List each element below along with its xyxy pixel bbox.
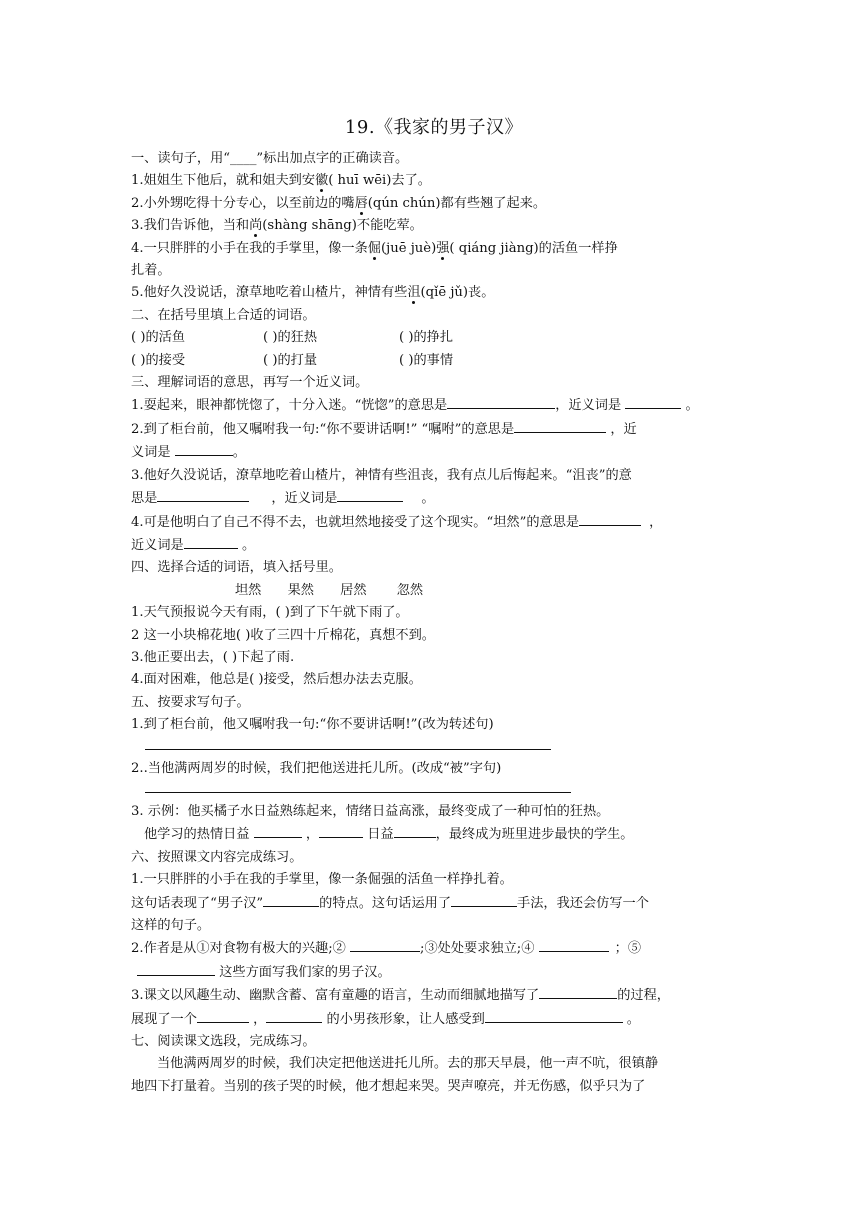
s2-row-2	[131, 350, 737, 372]
section-7-heading: 七、阅读课文选段，完成练习。	[131, 1034, 316, 1050]
s1-item-4-cont: 扎着。	[131, 263, 171, 279]
section-6-heading: 六、按照课文内容完成练习。	[131, 849, 303, 865]
s3-q3: 3.他好久没说话，潦草地吃着山楂片，神情有些沮丧，我有点儿后悔起来。“沮丧”的意	[131, 467, 632, 483]
fill-blank: ( )的活鱼	[131, 330, 186, 346]
reading-passage-line-1: 当他满两周岁的时候，我们决定把他送进托儿所。去的那天早晨，他一声不吭，很镇静	[157, 1056, 659, 1072]
fill-blank: ( )的接受	[131, 352, 186, 368]
answer-blank[interactable]	[157, 487, 249, 502]
answer-blank[interactable]	[625, 394, 681, 409]
s4-item-1: 1.天气预报说今天有雨，( )到了下午就下雨了。	[131, 605, 409, 621]
s2-row-1	[131, 327, 737, 349]
s3-q4-cont: 近义词是 。	[131, 534, 737, 557]
s4-item-3: 3.他正要出去，( )下起了雨.	[131, 649, 295, 665]
answer-blank[interactable]	[350, 937, 420, 952]
section-1-heading: 一、读句子，用“____”标出加点字的正确读音。	[131, 151, 409, 166]
s1-item-4: 4.一只胖胖的小手在我的手掌里，像一条倔(juē juè)强( qiáng jiàng)的活鱼一样挣	[131, 240, 618, 256]
s5-q2: 2..当他满两周岁的时候，我们把他送进托儿所。(改成“被”字句)	[131, 760, 502, 776]
answer-blank[interactable]	[137, 961, 215, 976]
s5-q1: 1.到了柜台前，他又嘱咐我一句:“你不要讲话啊!”(改为转述句)	[131, 717, 494, 733]
answer-blank[interactable]	[337, 487, 403, 502]
fill-blank: ( )的狂热	[263, 330, 318, 346]
s3-q1: 1.耍起来，眼神都恍惚了，十分入迷。“恍惚”的意思是 ，近义词是 。	[131, 394, 737, 417]
fill-blank: ( )的打量	[263, 352, 318, 368]
answer-blank[interactable]	[514, 418, 606, 433]
s3-q2-cont: 义词是 。	[131, 441, 737, 464]
s6-q3: 3.课文以风趣生动、幽默含蓄、富有童趣的语言，生动而细腻地描写了 的过程，	[131, 984, 737, 1007]
fill-blank: ( )的挣扎	[399, 330, 454, 346]
word-option: 坦然	[235, 582, 262, 598]
answer-blank[interactable]	[579, 511, 641, 526]
answer-blank[interactable]	[184, 534, 238, 549]
s5-q3: 3. 示例：他买橘子水日益熟练起来，情绪日益高涨，最终变成了一种可怕的狂热。	[131, 803, 610, 819]
answer-blank[interactable]	[263, 892, 319, 907]
answer-blank[interactable]	[319, 823, 363, 838]
s1-item-5: 5.他好久没说话，潦草地吃着山楂片，神情有些沮(qǐē jǔ)丧。	[131, 285, 495, 301]
s3-q3-cont: 思是 ，近义词是 。	[131, 487, 737, 510]
answer-line[interactable]	[145, 737, 551, 750]
word-option: 居然	[340, 582, 367, 598]
s1-item-2: 2.小外甥吃得十分专心，以至前边的嘴唇(qún chún)都有些翘了起来。	[131, 195, 547, 211]
answer-blank[interactable]	[539, 984, 617, 999]
word-option: 忽然	[396, 582, 424, 598]
s3-q2: 2.到了柜台前，他又嘱咐我一句:“你不要讲话啊!” “嘱咐”的意思是 ，近	[131, 418, 737, 441]
s1-item-3: 3.我们告诉他，当和尚(shàng shāng)不能吃荤。	[131, 218, 423, 234]
reading-passage-line-2: 地四下打量着。当别的孩子哭的时候，他才想起来哭。哭声嘹亮，并无伤感，似乎只为了	[131, 1078, 646, 1094]
s4-item-4: 4.面对困难，他总是( )接受，然后想办法去克服。	[131, 672, 422, 688]
section-3-heading: 三、理解词语的意思，再写一个近义词。	[131, 375, 369, 391]
s6-q3-cont: 展现了一个 ， 的小男孩形象，让人感受到 。	[131, 1008, 737, 1031]
fill-blank: ( )的事情	[399, 352, 454, 368]
page-title: 19.《我家的男子汉》	[344, 117, 524, 138]
s5-q3-task: 他学习的热情日益 ， 日益 ，最终成为班里进步最快的学生。	[131, 823, 737, 846]
answer-blank[interactable]	[447, 394, 555, 409]
worksheet	[131, 116, 737, 1098]
section-5-heading: 五、按要求写句子。	[131, 694, 250, 710]
s6-q2-cont: 这些方面写我们家的男子汉。	[131, 961, 737, 984]
s3-q4: 4.可是他明白了自己不得不去，也就坦然地接受了这个现实。“坦然”的意思是 ，	[131, 511, 737, 534]
s1-item-1: 1.姐姐生下他后，就和姐夫到安徽( huī wēi)去了。	[131, 173, 431, 189]
section-4-heading: 四、选择合适的词语，填入括号里。	[131, 560, 342, 576]
answer-blank[interactable]	[539, 937, 609, 952]
section-2-heading: 二、在括号里填上合适的词语。	[131, 307, 316, 323]
word-option: 果然	[287, 582, 314, 598]
s6-q1-cont: 这样的句子。	[131, 918, 211, 933]
answer-blank[interactable]	[254, 823, 302, 838]
s6-q1: 1.一只胖胖的小手在我的手掌里，像一条倔强的活鱼一样挣扎着。	[131, 872, 513, 888]
answer-blank[interactable]	[197, 1008, 249, 1023]
s4-item-2: 2 这一小块棉花地( )收了三四十斤棉花，真想不到。	[131, 627, 435, 643]
answer-blank[interactable]	[451, 892, 517, 907]
answer-blank[interactable]	[175, 441, 233, 456]
answer-blank[interactable]	[266, 1008, 322, 1023]
answer-blank[interactable]	[485, 1008, 623, 1023]
s6-q1-task: 这句话表现了“男子汉” 的特点。这句话运用了 手法，我还会仿写一个	[131, 892, 737, 915]
answer-line[interactable]	[145, 780, 571, 793]
word-bank	[131, 580, 737, 602]
answer-blank[interactable]	[394, 823, 436, 838]
s6-q2: 2.作者是从①对食物有极大的兴趣;② ;③处处要求独立;④ ；⑤	[131, 937, 737, 960]
